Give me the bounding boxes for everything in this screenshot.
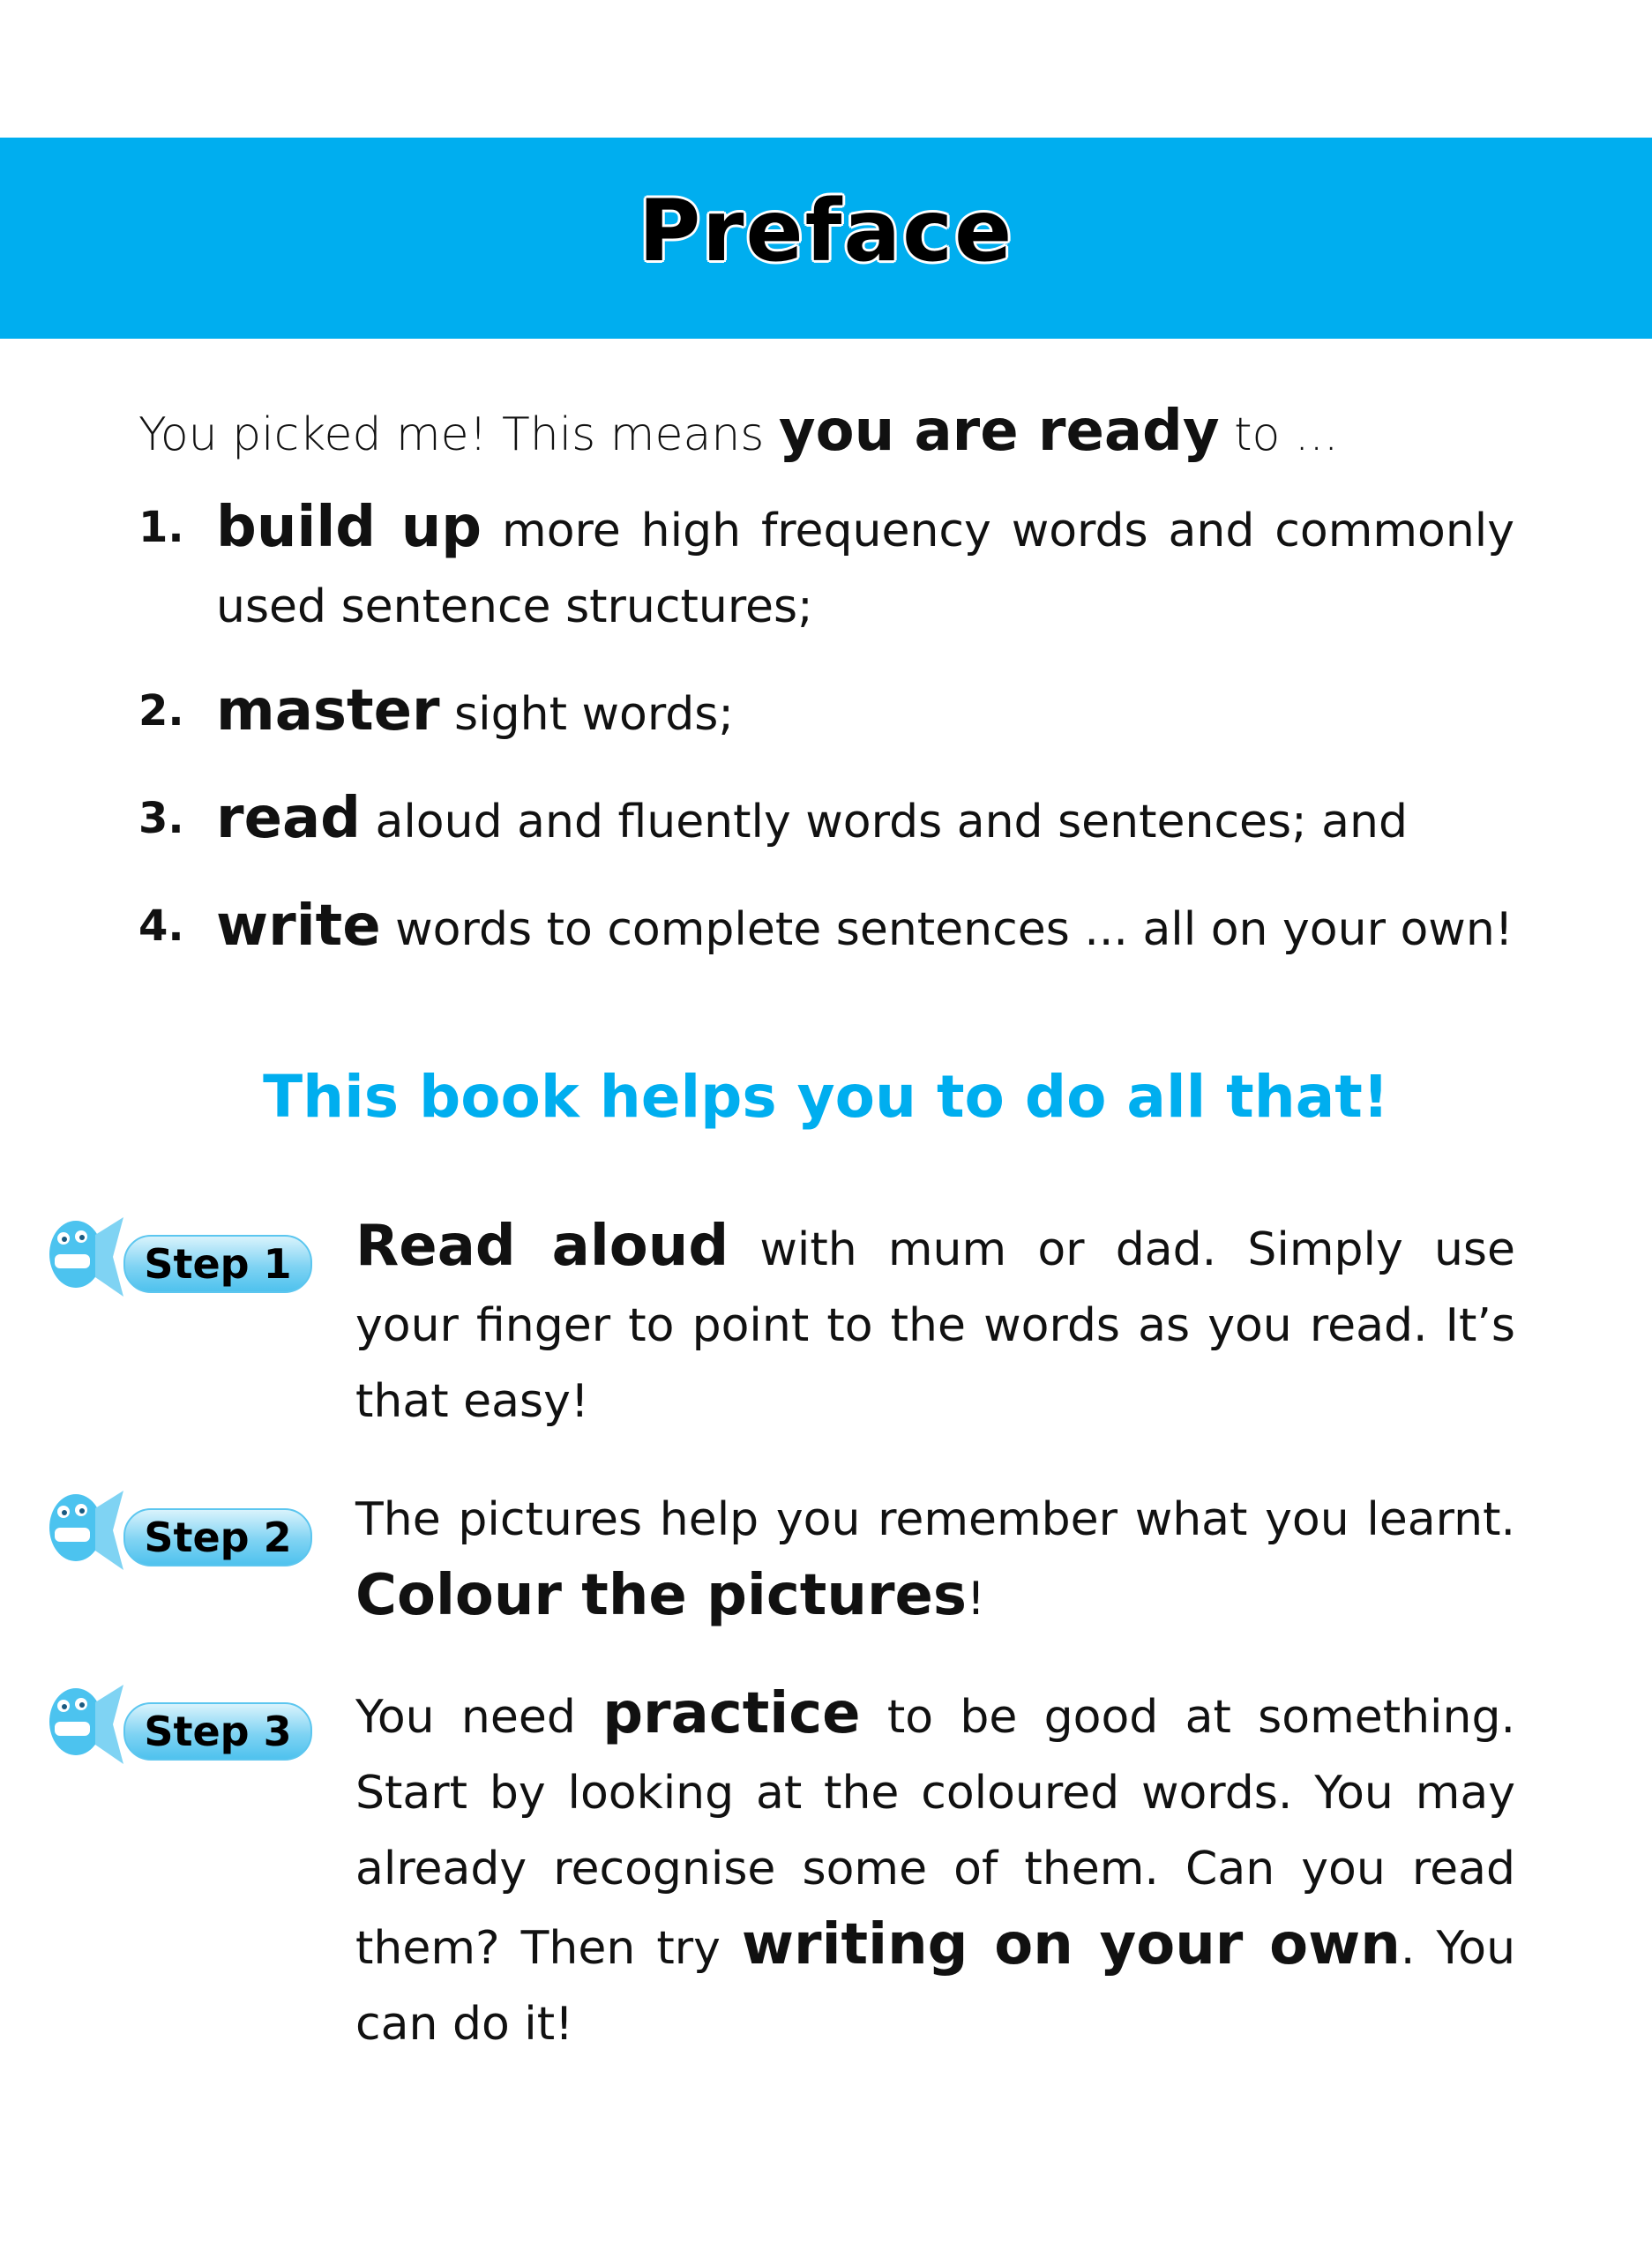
list-number: 4.: [138, 901, 184, 951]
title-banner: [0, 138, 1652, 339]
goals-list: [138, 490, 1514, 996]
step-text: [355, 1676, 1515, 2062]
goal-text: sight words;: [439, 688, 734, 741]
step-label: Step 2: [123, 1508, 312, 1566]
intro-bold: you are ready: [778, 399, 1220, 464]
fish-mascot-icon: [42, 1482, 126, 1579]
step-badge: [42, 1482, 316, 1579]
step-keyword: Colour the pictures: [355, 1563, 967, 1628]
step-body: You need: [355, 1691, 603, 1744]
goal-keyword: write: [216, 893, 381, 959]
step-body: . You can do it!: [355, 1922, 1516, 2051]
goal-keyword: read: [216, 786, 361, 851]
list-item: [138, 673, 1514, 752]
list-number: 3.: [138, 794, 184, 843]
list-item: [138, 888, 1514, 968]
step-label: Step 3: [123, 1702, 312, 1761]
step-body: to be good at something. Start by looking at the coloured words. You may already recognise some of them. Can you read them? Then try: [355, 1691, 1516, 1975]
list-number: 1.: [138, 503, 184, 552]
step-label: Step 1: [123, 1235, 312, 1293]
intro-suffix: to ...: [1219, 408, 1339, 461]
step-text: [355, 1208, 1515, 1439]
step-body: with mum or dad. Simply use your finger to point to the words as you read. It’s that easy!: [355, 1223, 1515, 1428]
step-badge: [42, 1208, 316, 1305]
step-keyword: writing on your own: [741, 1912, 1401, 1978]
list-item: [138, 490, 1514, 645]
list-item: [138, 781, 1514, 860]
page-title: Preface: [638, 182, 1014, 280]
goal-text: more high frequency words and commonly used sentence structures;: [216, 505, 1515, 633]
fish-mascot-icon: [42, 1676, 126, 1773]
step-body: !: [967, 1573, 985, 1626]
subheading: This book helps you to do all that!: [263, 1063, 1389, 1131]
goal-keyword: master: [216, 678, 440, 744]
step-body: The pictures help you remember what you learnt.: [355, 1493, 1515, 1546]
goal-text: aloud and fluently words and sentences; and: [360, 796, 1409, 849]
fish-mascot-icon: [42, 1208, 126, 1305]
intro-text: [138, 399, 1338, 464]
goal-keyword: build up: [216, 495, 482, 560]
step-text: [355, 1482, 1515, 1637]
intro-prefix: You picked me! This means: [138, 408, 779, 461]
goal-text: words to complete sentences ... all on your own!: [380, 903, 1514, 956]
list-number: 2.: [138, 686, 184, 736]
step-badge: [42, 1676, 316, 1773]
step-keyword: practice: [602, 1681, 861, 1746]
step-keyword: Read aloud: [355, 1214, 729, 1279]
